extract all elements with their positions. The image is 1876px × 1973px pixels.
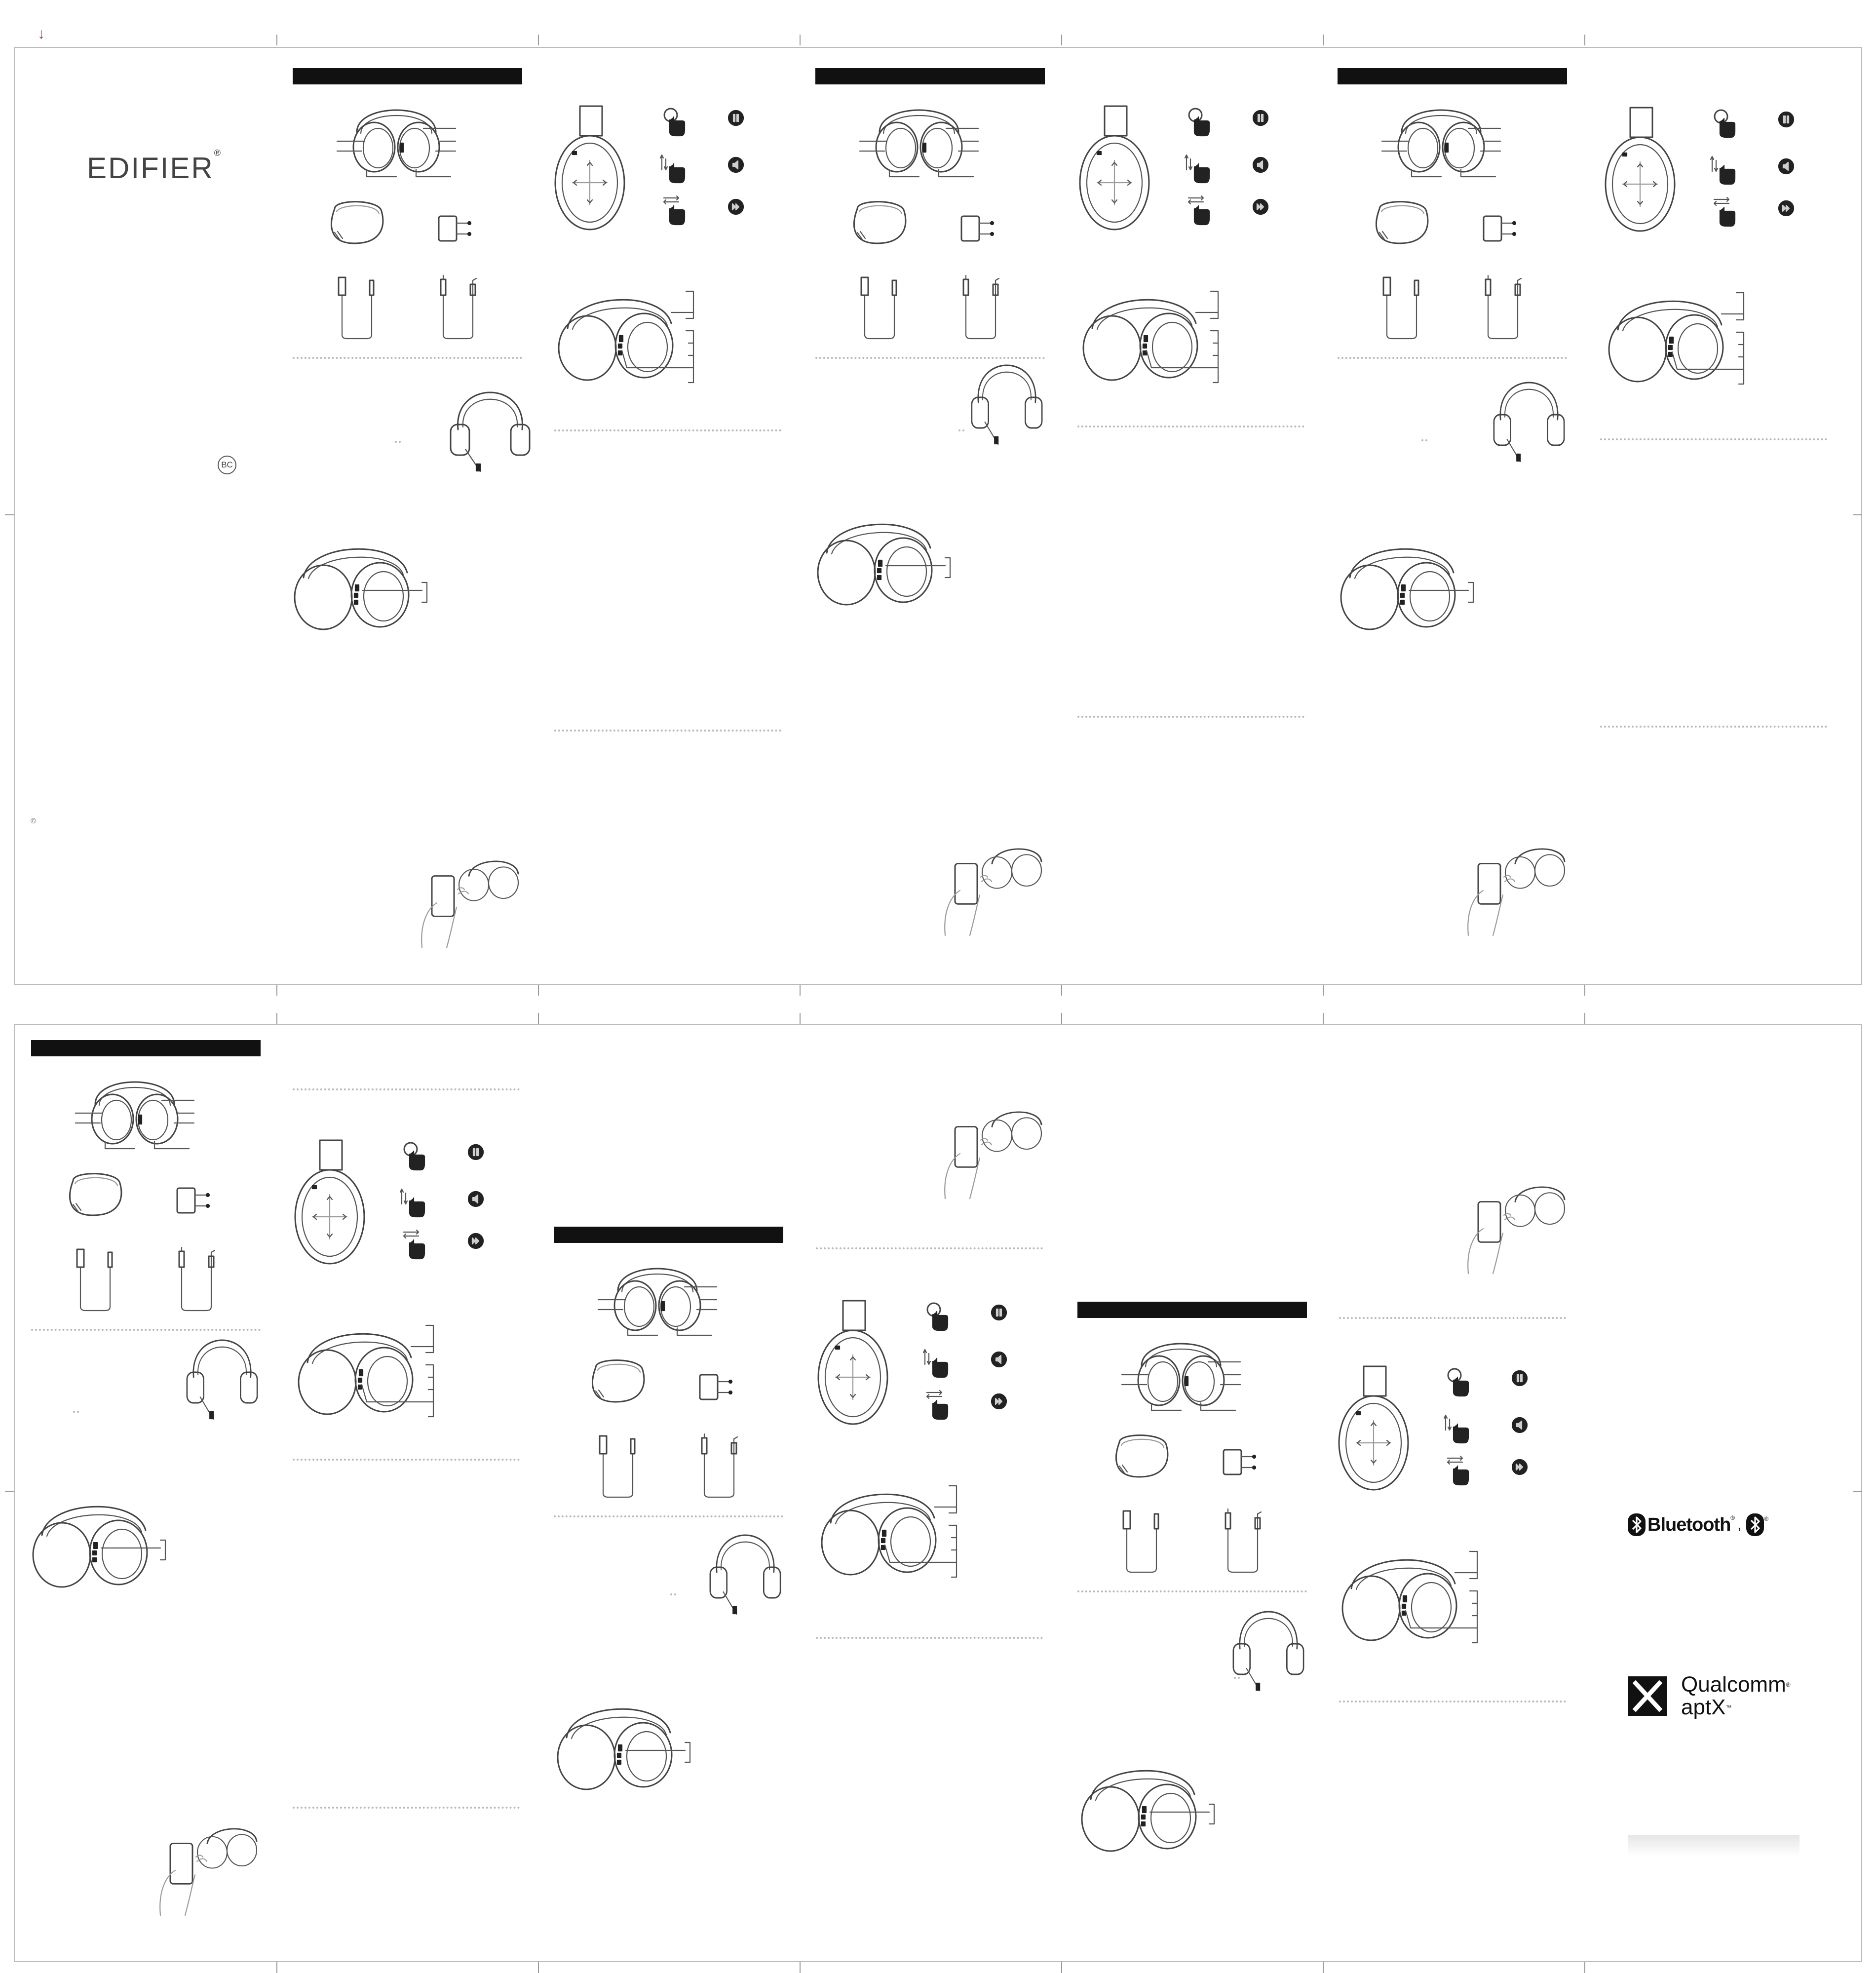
bluetooth-word: Bluetooth	[1647, 1514, 1731, 1535]
qualcomm-line2: aptX	[1681, 1695, 1726, 1719]
crop-tick	[276, 1962, 277, 1973]
fold-line	[1061, 1024, 1062, 1962]
p3-audio-cable-icon	[958, 275, 1003, 340]
p1-usb-cable-icon	[335, 275, 379, 340]
fold-line	[538, 1024, 539, 1962]
p5-divider-1	[1338, 357, 1567, 359]
p2-pause-icon	[728, 110, 744, 126]
p5-equals-mark	[1421, 439, 1427, 441]
p2-side-headphones-controls	[553, 289, 701, 387]
p8-divider-0	[293, 1088, 520, 1090]
p6-side-headphones-controls	[1603, 290, 1751, 389]
p12-volume-icon	[1512, 1417, 1528, 1433]
p9-headphones-audio-cable-icon	[706, 1518, 785, 1617]
bluetooth-symbol-reg: ®	[1764, 1515, 1769, 1522]
p5-plug-adapter-icon	[1482, 211, 1516, 246]
fold-line	[276, 47, 277, 985]
crop-tick	[538, 1013, 539, 1024]
p1-headphones-audio-cable-icon	[446, 375, 535, 474]
p1-headphones-diagram-icon	[337, 98, 456, 182]
p8-swipe-leftright-gesture-icon	[399, 1229, 428, 1259]
p8-next-track-icon	[468, 1233, 484, 1249]
crop-tick	[276, 1013, 277, 1024]
p11-headphones-power-side	[1076, 1760, 1224, 1858]
p12-divider-0	[1339, 1317, 1566, 1319]
p9-header-bar	[554, 1227, 783, 1243]
p1-carry-case-icon	[325, 194, 389, 248]
p4-swipe-leftright-gesture-icon	[1184, 195, 1213, 225]
p10-swipe-leftright-gesture-icon	[922, 1390, 952, 1419]
p4-next-track-icon	[1253, 199, 1268, 215]
p11-audio-cable-icon	[1221, 1509, 1265, 1573]
p3-phone-pairing-icon	[940, 837, 1044, 935]
crop-tick	[1061, 1962, 1062, 1973]
p12-phone-pairing-icon	[1463, 1175, 1567, 1274]
qualcomm-wordmark	[1681, 1673, 1791, 1719]
p4-side-headphones-controls	[1077, 289, 1225, 387]
p1-plug-adapter-icon	[437, 211, 471, 246]
p2-divider-1	[554, 429, 781, 431]
qualcomm-line1: Qualcomm	[1681, 1672, 1786, 1697]
p6-earcup-touch-panel-icon	[1603, 108, 1677, 231]
p12-swipe-leftright-gesture-icon	[1443, 1455, 1472, 1485]
p7-headphones-power-side	[27, 1496, 175, 1594]
p3-equals-mark	[958, 429, 964, 431]
p9-divider-1	[554, 1515, 783, 1517]
p2-earcup-touch-panel-icon	[553, 106, 627, 230]
p7-headphones-audio-cable-icon	[183, 1323, 262, 1422]
crop-tick	[800, 35, 801, 45]
fold-line	[1061, 47, 1062, 985]
crop-tick	[1323, 35, 1324, 45]
p9-audio-cable-icon	[697, 1434, 741, 1498]
p5-carry-case-icon	[1370, 194, 1434, 248]
p1-audio-cable-icon	[436, 275, 480, 340]
bc-mark-text: BC	[221, 460, 233, 469]
p7-headphones-diagram-icon	[76, 1070, 194, 1154]
p12-earcup-touch-panel-icon	[1337, 1366, 1411, 1490]
edifier-logo-text: EDIFIER	[87, 152, 214, 185]
trim-arrow-icon: ↓	[38, 26, 45, 42]
qualcomm-aptx-logo-icon	[1628, 1676, 1667, 1716]
crop-tick	[1584, 35, 1585, 45]
bluetooth-wordmark	[1647, 1514, 1734, 1536]
crop-tick	[538, 1962, 539, 1973]
qualcomm-reg: ®	[1786, 1681, 1791, 1688]
crop-tick	[1061, 1013, 1062, 1024]
crop-tick	[1061, 35, 1062, 45]
p10-next-track-icon	[991, 1393, 1007, 1409]
crop-tick	[1323, 1013, 1324, 1024]
p6-divider-2	[1600, 726, 1827, 728]
crop-tick	[1323, 1962, 1324, 1973]
p6-volume-icon	[1778, 158, 1794, 174]
p2-swipe-updown-gesture-icon	[659, 153, 689, 183]
p11-headphones-audio-cable-icon	[1229, 1594, 1308, 1693]
p1-header-bar	[293, 68, 522, 84]
p7-carry-case-icon	[63, 1166, 127, 1220]
p2-volume-icon	[728, 157, 744, 173]
p4-swipe-updown-gesture-icon	[1184, 153, 1213, 183]
p6-pause-icon	[1778, 112, 1794, 127]
crop-tick	[1853, 1491, 1862, 1492]
crop-tick	[800, 985, 801, 996]
p7-header-bar	[31, 1040, 261, 1056]
crop-tick	[5, 1491, 14, 1492]
bluetooth-logo-group	[1628, 1512, 1768, 1537]
p9-equals-mark	[670, 1593, 676, 1595]
fold-line	[800, 47, 801, 985]
p3-headphones-power-side	[812, 513, 960, 612]
fold-line	[800, 1024, 801, 1962]
fold-line	[1584, 47, 1585, 985]
p2-next-track-icon	[728, 199, 744, 215]
p2-tap-gesture-icon	[659, 106, 689, 136]
crop-tick	[538, 35, 539, 45]
p12-swipe-updown-gesture-icon	[1443, 1413, 1472, 1443]
p7-audio-cable-icon	[174, 1247, 219, 1312]
p1-headphones-power-side	[289, 538, 437, 637]
p10-divider-1	[816, 1637, 1043, 1639]
p10-divider-0	[816, 1247, 1043, 1249]
p5-phone-pairing-icon	[1463, 837, 1567, 935]
p6-swipe-leftright-gesture-icon	[1709, 196, 1739, 226]
crop-tick	[1061, 985, 1062, 996]
p3-carry-case-icon	[847, 194, 912, 248]
gray-gradient-strip	[1628, 1835, 1799, 1856]
p12-pause-icon	[1512, 1370, 1528, 1386]
crop-tick	[800, 1013, 801, 1024]
p4-volume-icon	[1253, 157, 1268, 173]
p3-plug-adapter-icon	[959, 211, 994, 246]
p4-earcup-touch-panel-icon	[1077, 106, 1151, 230]
p3-headphones-audio-cable-icon	[967, 348, 1046, 447]
p1-phone-pairing-icon	[417, 849, 521, 948]
p7-equals-mark	[73, 1411, 79, 1413]
crop-tick	[538, 985, 539, 996]
p10-earcup-touch-panel-icon	[816, 1301, 890, 1424]
bc-certification-mark	[218, 456, 236, 474]
p11-usb-cable-icon	[1119, 1509, 1164, 1573]
p8-swipe-updown-gesture-icon	[399, 1187, 428, 1217]
fold-line	[538, 47, 539, 985]
qualcomm-tm: ™	[1725, 1704, 1732, 1711]
p2-divider-2	[554, 730, 781, 732]
p9-headphones-power-side	[552, 1698, 700, 1797]
p4-pause-icon	[1253, 110, 1268, 126]
p3-header-bar	[815, 68, 1045, 84]
p4-divider-2	[1077, 716, 1304, 718]
p12-tap-gesture-icon	[1443, 1366, 1472, 1396]
p8-divider-1	[293, 1459, 520, 1461]
p11-equals-mark	[1234, 1677, 1240, 1679]
crop-tick	[276, 35, 277, 45]
p10-pause-icon	[991, 1305, 1007, 1320]
p11-headphones-diagram-icon	[1122, 1331, 1240, 1415]
p8-divider-2	[293, 1807, 520, 1809]
p9-carry-case-icon	[586, 1353, 650, 1407]
p5-headphones-power-side	[1335, 538, 1483, 637]
p5-audio-cable-icon	[1481, 275, 1525, 340]
p9-headphones-diagram-icon	[598, 1256, 717, 1340]
crop-tick	[1584, 1013, 1585, 1024]
crop-tick	[1584, 985, 1585, 996]
p6-swipe-updown-gesture-icon	[1709, 155, 1739, 184]
crop-tick	[5, 514, 14, 515]
p12-divider-1	[1339, 1701, 1566, 1702]
p9-usb-cable-icon	[596, 1434, 640, 1498]
p11-plug-adapter-icon	[1222, 1445, 1256, 1479]
p8-volume-icon	[468, 1191, 484, 1207]
p12-side-headphones-controls	[1337, 1549, 1485, 1648]
p8-pause-icon	[468, 1144, 484, 1160]
p3-headphones-diagram-icon	[860, 98, 978, 182]
p7-phone-pairing-icon	[155, 1817, 259, 1915]
p6-tap-gesture-icon	[1709, 108, 1739, 137]
p3-usb-cable-icon	[857, 275, 902, 340]
p2-swipe-leftright-gesture-icon	[659, 195, 689, 225]
p1-equals-mark	[395, 441, 401, 443]
p4-divider-1	[1077, 426, 1304, 427]
bluetooth-separator: ,	[1737, 1516, 1742, 1533]
p6-divider-1	[1600, 438, 1827, 440]
copyright-mark: ©	[31, 817, 37, 825]
edifier-logo	[87, 148, 222, 185]
p11-carry-case-icon	[1110, 1428, 1174, 1482]
p7-plug-adapter-icon	[175, 1183, 210, 1218]
crop-tick	[800, 1962, 801, 1973]
fold-line	[1323, 47, 1324, 985]
p11-header-bar	[1077, 1302, 1307, 1318]
p8-earcup-touch-panel-icon	[293, 1140, 367, 1264]
p10-tap-gesture-icon	[922, 1301, 952, 1330]
p1-divider-1	[293, 357, 522, 359]
crop-tick	[1323, 985, 1324, 996]
p9-plug-adapter-icon	[698, 1370, 732, 1404]
bluetooth-reg: ®	[1730, 1514, 1735, 1521]
p10-volume-icon	[991, 1352, 1007, 1367]
qualcomm-aptx-logo	[1628, 1673, 1791, 1719]
p12-next-track-icon	[1512, 1459, 1528, 1475]
p6-next-track-icon	[1778, 200, 1794, 216]
p8-tap-gesture-icon	[399, 1140, 428, 1170]
fold-line	[276, 1024, 277, 1962]
p4-tap-gesture-icon	[1184, 106, 1213, 136]
crop-tick	[1584, 1962, 1585, 1973]
p5-headphones-audio-cable-icon	[1490, 365, 1569, 464]
p10-swipe-updown-gesture-icon	[922, 1348, 952, 1377]
p8-side-headphones-controls	[293, 1323, 441, 1422]
p5-headphones-diagram-icon	[1382, 98, 1500, 182]
fold-line	[1323, 1024, 1324, 1962]
crop-tick	[1853, 514, 1862, 515]
crop-tick	[276, 985, 277, 996]
p5-header-bar	[1338, 68, 1567, 84]
p11-divider-1	[1077, 1590, 1307, 1592]
p10-side-headphones-controls	[816, 1483, 964, 1582]
edifier-logo-reg: ®	[214, 148, 222, 158]
fold-line	[1584, 1024, 1585, 1962]
bluetooth-symbol-icon	[1746, 1513, 1764, 1536]
p7-usb-cable-icon	[73, 1247, 117, 1312]
p10-phone-pairing-icon	[940, 1100, 1044, 1199]
p5-usb-cable-icon	[1379, 275, 1424, 340]
bluetooth-logo-icon	[1628, 1513, 1646, 1536]
